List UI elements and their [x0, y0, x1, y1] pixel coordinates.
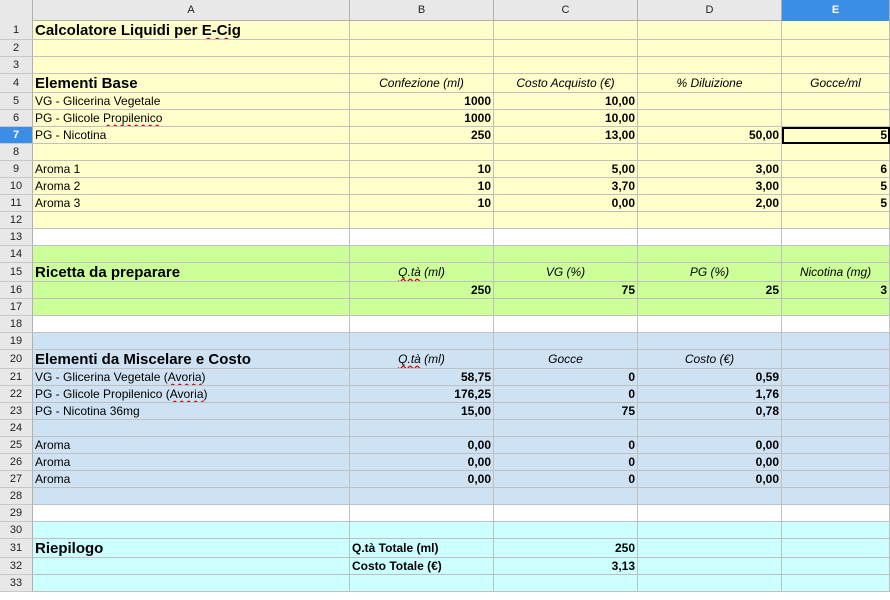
cell-e32[interactable]	[782, 558, 890, 575]
cell-c6[interactable]: 10,00	[494, 110, 638, 127]
select-all-corner[interactable]	[0, 0, 33, 21]
cell-e27[interactable]	[782, 471, 890, 488]
sheet-row	[0, 299, 890, 316]
cell-d18[interactable]	[638, 316, 782, 333]
cell-d13[interactable]	[638, 229, 782, 246]
sheet-row	[0, 333, 890, 350]
cell-c27[interactable]: 0	[494, 471, 638, 488]
cell-e25[interactable]	[782, 437, 890, 454]
cell-e11[interactable]: 5	[782, 195, 890, 212]
cell-d6[interactable]	[638, 110, 782, 127]
cell-a6[interactable]: PG - Glicole Propilenico	[33, 110, 350, 127]
cell-a3[interactable]	[33, 57, 350, 74]
cell-b7[interactable]: 250	[350, 127, 494, 144]
cell-b11[interactable]: 10	[350, 195, 494, 212]
cell-e2[interactable]	[782, 40, 890, 57]
cell-a12[interactable]	[33, 212, 350, 229]
cell-d31[interactable]	[638, 539, 782, 558]
sheet-row	[0, 539, 890, 558]
cell-d17[interactable]	[638, 299, 782, 316]
sheet-row	[0, 195, 890, 212]
cell-e13[interactable]	[782, 229, 890, 246]
cell-a8[interactable]	[33, 144, 350, 161]
row-header[interactable]: 20	[0, 350, 33, 369]
row-header[interactable]: 32	[0, 558, 33, 575]
cell-a25[interactable]: Aroma	[33, 437, 350, 454]
column-header-c[interactable]: C	[494, 0, 638, 21]
cell-b33[interactable]	[350, 575, 494, 592]
row-header[interactable]: 9	[0, 161, 33, 178]
cell-d7[interactable]: 50,00	[638, 127, 782, 144]
cell-a26[interactable]: Aroma	[33, 454, 350, 471]
sheet-row	[0, 437, 890, 454]
cell-d32[interactable]	[638, 558, 782, 575]
cell-c24[interactable]	[494, 420, 638, 437]
cell-e5[interactable]	[782, 93, 890, 110]
cell-b18[interactable]	[350, 316, 494, 333]
row-header[interactable]: 15	[0, 263, 33, 282]
cell-a32[interactable]	[33, 558, 350, 575]
cell-d16[interactable]: 25	[638, 282, 782, 299]
cell-d12[interactable]	[638, 212, 782, 229]
cell-c4[interactable]: Costo Acquisto (€)	[494, 74, 638, 93]
column-header-d[interactable]: D	[638, 0, 782, 21]
cell-d4[interactable]: % Diluizione	[638, 74, 782, 93]
cell-a1[interactable]: Calcolatore Liquidi per E-Cig	[33, 21, 350, 40]
cell-d26[interactable]: 0,00	[638, 454, 782, 471]
cell-d11[interactable]: 2,00	[638, 195, 782, 212]
cell-d24[interactable]	[638, 420, 782, 437]
cell-a30[interactable]	[33, 522, 350, 539]
row-header[interactable]: 11	[0, 195, 33, 212]
row-header[interactable]: 8	[0, 144, 33, 161]
row-header[interactable]: 26	[0, 454, 33, 471]
cell-a14[interactable]	[33, 246, 350, 263]
row-header[interactable]: 21	[0, 369, 33, 386]
row-header[interactable]: 33	[0, 575, 33, 592]
cell-b6[interactable]: 1000	[350, 110, 494, 127]
row-header[interactable]: 3	[0, 57, 33, 74]
sheet-row	[0, 471, 890, 488]
cell-a7[interactable]: PG - Nicotina	[33, 127, 350, 144]
cell-a2[interactable]	[33, 40, 350, 57]
cell-e4[interactable]: Gocce/ml	[782, 74, 890, 93]
cell-c25[interactable]: 0	[494, 437, 638, 454]
cell-c13[interactable]	[494, 229, 638, 246]
cell-b31[interactable]: Q.tà Totale (ml)	[350, 539, 494, 558]
sheet-row	[0, 246, 890, 263]
cell-c20[interactable]: Gocce	[494, 350, 638, 369]
cell-d15[interactable]: PG (%)	[638, 263, 782, 282]
row-header[interactable]: 7	[0, 127, 33, 144]
column-header-e[interactable]: E	[782, 0, 890, 21]
cell-d27[interactable]: 0,00	[638, 471, 782, 488]
cell-d30[interactable]	[638, 522, 782, 539]
cell-d33[interactable]	[638, 575, 782, 592]
row-header[interactable]: 5	[0, 93, 33, 110]
sheet-row	[0, 369, 890, 386]
row-header[interactable]: 24	[0, 420, 33, 437]
sheet-row	[0, 229, 890, 246]
cell-b20[interactable]: Q.tà (ml)	[350, 350, 494, 369]
cell-d28[interactable]	[638, 488, 782, 505]
sheet-row	[0, 127, 890, 144]
cell-c26[interactable]: 0	[494, 454, 638, 471]
cell-e29[interactable]	[782, 505, 890, 522]
sheet-row	[0, 74, 890, 93]
sheet-row	[0, 212, 890, 229]
column-header-b[interactable]: B	[350, 0, 494, 21]
cell-e22[interactable]	[782, 386, 890, 403]
cell-a29[interactable]	[33, 505, 350, 522]
cell-a20[interactable]: Elementi da Miscelare e Costo	[33, 350, 350, 369]
cell-d10[interactable]: 3,00	[638, 178, 782, 195]
sheet-row	[0, 454, 890, 471]
cell-b22[interactable]: 176,25	[350, 386, 494, 403]
cell-c28[interactable]	[494, 488, 638, 505]
sheet-row	[0, 282, 890, 299]
grid-body	[0, 21, 890, 592]
cell-c7[interactable]: 13,00	[494, 127, 638, 144]
row-header[interactable]: 13	[0, 229, 33, 246]
cell-c17[interactable]	[494, 299, 638, 316]
cell-c18[interactable]	[494, 316, 638, 333]
sheet-row	[0, 575, 890, 592]
cell-a24[interactable]	[33, 420, 350, 437]
cell-c10[interactable]: 3,70	[494, 178, 638, 195]
cell-a33[interactable]	[33, 575, 350, 592]
row-header[interactable]: 27	[0, 471, 33, 488]
cell-c5[interactable]: 10,00	[494, 93, 638, 110]
cell-a13[interactable]	[33, 229, 350, 246]
row-header[interactable]: 6	[0, 110, 33, 127]
cell-c21[interactable]: 0	[494, 369, 638, 386]
cell-a17[interactable]	[33, 299, 350, 316]
cell-b4[interactable]: Confezione (ml)	[350, 74, 494, 93]
cell-a11[interactable]: Aroma 3	[33, 195, 350, 212]
cell-a23[interactable]: PG - Nicotina 36mg	[33, 403, 350, 420]
cell-a22[interactable]: PG - Glicole Propilenico (Avoria)	[33, 386, 350, 403]
row-header[interactable]: 2	[0, 40, 33, 57]
sheet-row	[0, 420, 890, 437]
cell-b19[interactable]	[350, 333, 494, 350]
cell-c16[interactable]: 75	[494, 282, 638, 299]
cell-e23[interactable]	[782, 403, 890, 420]
cell-e19[interactable]	[782, 333, 890, 350]
cell-c14[interactable]	[494, 246, 638, 263]
cell-a21[interactable]: VG - Glicerina Vegetale (Avoria)	[33, 369, 350, 386]
cell-e8[interactable]	[782, 144, 890, 161]
row-header[interactable]: 23	[0, 403, 33, 420]
sheet-row	[0, 488, 890, 505]
cell-d14[interactable]	[638, 246, 782, 263]
sheet-row	[0, 93, 890, 110]
sheet-row	[0, 21, 890, 40]
cell-d5[interactable]	[638, 93, 782, 110]
sheet-row	[0, 403, 890, 420]
cell-e9[interactable]: 6	[782, 161, 890, 178]
cell-b2[interactable]	[350, 40, 494, 57]
sheet-row	[0, 161, 890, 178]
cell-a28[interactable]	[33, 488, 350, 505]
cell-c12[interactable]	[494, 212, 638, 229]
row-header[interactable]: 30	[0, 522, 33, 539]
sheet-row	[0, 144, 890, 161]
cell-c15[interactable]: VG (%)	[494, 263, 638, 282]
row-header[interactable]: 19	[0, 333, 33, 350]
sheet-row	[0, 386, 890, 403]
cell-e15[interactable]: Nicotina (mg)	[782, 263, 890, 282]
cell-b8[interactable]	[350, 144, 494, 161]
cell-b21[interactable]: 58,75	[350, 369, 494, 386]
cell-e3[interactable]	[782, 57, 890, 74]
cell-b14[interactable]	[350, 246, 494, 263]
cell-d25[interactable]: 0,00	[638, 437, 782, 454]
cell-a10[interactable]: Aroma 2	[33, 178, 350, 195]
cell-e7[interactable]: 5	[782, 127, 890, 144]
cell-c3[interactable]	[494, 57, 638, 74]
cell-d2[interactable]	[638, 40, 782, 57]
cell-c1[interactable]	[494, 21, 638, 40]
cell-d1[interactable]	[638, 21, 782, 40]
sheet-row	[0, 40, 890, 57]
cell-b29[interactable]	[350, 505, 494, 522]
row-header[interactable]: 4	[0, 74, 33, 93]
cell-b26[interactable]: 0,00	[350, 454, 494, 471]
cell-b17[interactable]	[350, 299, 494, 316]
cell-b10[interactable]: 10	[350, 178, 494, 195]
cell-e24[interactable]	[782, 420, 890, 437]
sheet-row	[0, 350, 890, 369]
row-header[interactable]: 28	[0, 488, 33, 505]
sheet-row	[0, 110, 890, 127]
cell-d23[interactable]: 0,78	[638, 403, 782, 420]
sheet-row	[0, 57, 890, 74]
sheet-row	[0, 178, 890, 195]
cell-d3[interactable]	[638, 57, 782, 74]
column-header-a[interactable]: A	[33, 0, 350, 21]
cell-b3[interactable]	[350, 57, 494, 74]
cell-d8[interactable]	[638, 144, 782, 161]
cell-a4[interactable]: Elementi Base	[33, 74, 350, 93]
row-header[interactable]: 25	[0, 437, 33, 454]
cell-b30[interactable]	[350, 522, 494, 539]
row-header[interactable]: 31	[0, 539, 33, 558]
cell-a5[interactable]: VG - Glicerina Vegetale	[33, 93, 350, 110]
cell-a19[interactable]	[33, 333, 350, 350]
cell-e33[interactable]	[782, 575, 890, 592]
row-header[interactable]: 18	[0, 316, 33, 333]
cell-e17[interactable]	[782, 299, 890, 316]
cell-c32[interactable]: 3,13	[494, 558, 638, 575]
cell-d19[interactable]	[638, 333, 782, 350]
cell-a18[interactable]	[33, 316, 350, 333]
cell-c8[interactable]	[494, 144, 638, 161]
row-header[interactable]: 16	[0, 282, 33, 299]
cell-c19[interactable]	[494, 333, 638, 350]
cell-e12[interactable]	[782, 212, 890, 229]
cell-e6[interactable]	[782, 110, 890, 127]
cell-a27[interactable]: Aroma	[33, 471, 350, 488]
row-header[interactable]: 29	[0, 505, 33, 522]
cell-a31[interactable]: Riepilogo	[33, 539, 350, 558]
cell-e31[interactable]	[782, 539, 890, 558]
cell-b23[interactable]: 15,00	[350, 403, 494, 420]
cell-b24[interactable]	[350, 420, 494, 437]
cell-d21[interactable]: 0,59	[638, 369, 782, 386]
cell-d20[interactable]: Costo (€)	[638, 350, 782, 369]
cell-b25[interactable]: 0,00	[350, 437, 494, 454]
cell-e16[interactable]: 3	[782, 282, 890, 299]
row-header[interactable]: 1	[0, 21, 33, 40]
cell-e26[interactable]	[782, 454, 890, 471]
cell-e1[interactable]	[782, 21, 890, 40]
cell-c2[interactable]	[494, 40, 638, 57]
cell-b32[interactable]: Costo Totale (€)	[350, 558, 494, 575]
cell-e10[interactable]: 5	[782, 178, 890, 195]
cell-e14[interactable]	[782, 246, 890, 263]
cell-e18[interactable]	[782, 316, 890, 333]
cell-b27[interactable]: 0,00	[350, 471, 494, 488]
column-header-row	[0, 0, 890, 21]
cell-c33[interactable]	[494, 575, 638, 592]
cell-d22[interactable]: 1,76	[638, 386, 782, 403]
cell-c22[interactable]: 0	[494, 386, 638, 403]
sheet-row	[0, 505, 890, 522]
cell-c31[interactable]: 250	[494, 539, 638, 558]
cell-a9[interactable]: Aroma 1	[33, 161, 350, 178]
cell-b9[interactable]: 10	[350, 161, 494, 178]
cell-b5[interactable]: 1000	[350, 93, 494, 110]
sheet-row	[0, 263, 890, 282]
cell-b16[interactable]: 250	[350, 282, 494, 299]
row-header[interactable]: 17	[0, 299, 33, 316]
cell-b12[interactable]	[350, 212, 494, 229]
cell-e28[interactable]	[782, 488, 890, 505]
sheet-row	[0, 522, 890, 539]
cell-c11[interactable]: 0,00	[494, 195, 638, 212]
cell-b1[interactable]	[350, 21, 494, 40]
cell-e30[interactable]	[782, 522, 890, 539]
cell-a15[interactable]: Ricetta da preparare	[33, 263, 350, 282]
cell-e21[interactable]	[782, 369, 890, 386]
sheet-row	[0, 316, 890, 333]
cell-d9[interactable]: 3,00	[638, 161, 782, 178]
row-header[interactable]: 12	[0, 212, 33, 229]
cell-a16[interactable]	[33, 282, 350, 299]
row-header[interactable]: 10	[0, 178, 33, 195]
cell-e20[interactable]	[782, 350, 890, 369]
row-header[interactable]: 22	[0, 386, 33, 403]
cell-c23[interactable]: 75	[494, 403, 638, 420]
row-header[interactable]: 14	[0, 246, 33, 263]
sheet-row	[0, 558, 890, 575]
cell-b15[interactable]: Q.tà (ml)	[350, 263, 494, 282]
cell-c30[interactable]	[494, 522, 638, 539]
cell-b13[interactable]	[350, 229, 494, 246]
cell-d29[interactable]	[638, 505, 782, 522]
cell-c9[interactable]: 5,00	[494, 161, 638, 178]
cell-b28[interactable]	[350, 488, 494, 505]
cell-c29[interactable]	[494, 505, 638, 522]
